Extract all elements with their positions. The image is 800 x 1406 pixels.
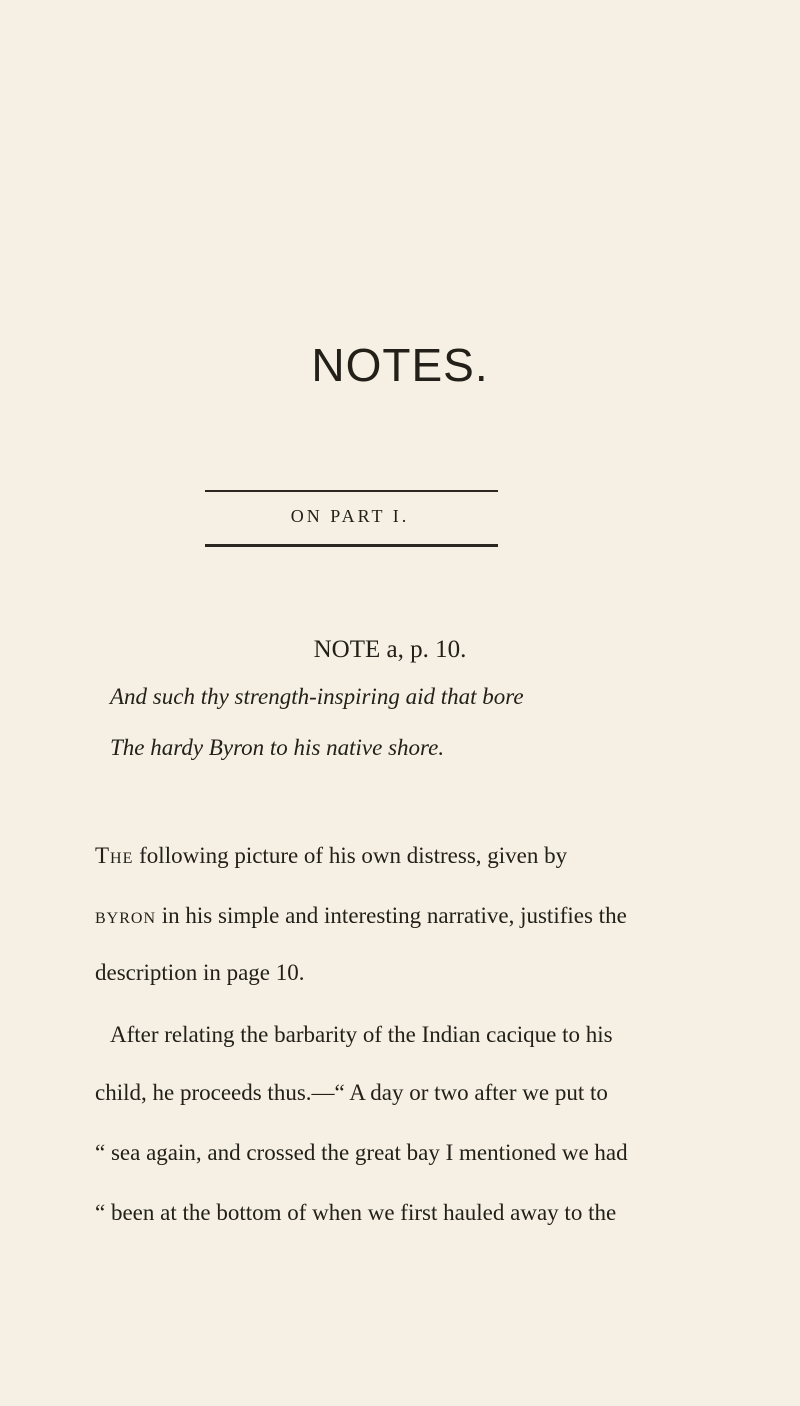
line-text: After relating the barbarity of the Indian cacique to his <box>110 1022 613 1047</box>
paragraph-line <box>95 1141 628 1164</box>
line-text: in his simple and interesting narrative, justifies the <box>156 903 627 928</box>
lead-word: byron <box>95 903 157 928</box>
section-subtitle: ON PART I. <box>290 506 410 526</box>
line-text: child, he proceeds thus.—“ A day or two after we put to <box>95 1080 608 1105</box>
line-text: following picture of his own distress, given by <box>133 843 568 868</box>
top-divider <box>205 490 498 492</box>
paragraph-line <box>95 904 627 927</box>
paragraph-line <box>95 1201 616 1224</box>
line-text: “ sea again, and crossed the great bay I mentioned we had <box>95 1140 628 1165</box>
paragraph-line <box>95 844 567 867</box>
line-text: “ been at the bottom of when we first hauled away to the <box>95 1200 617 1225</box>
paragraph-line <box>95 1081 608 1104</box>
verse-line: The hardy Byron to his native shore. <box>110 735 445 760</box>
page-title: NOTES. <box>311 339 489 391</box>
paragraph-line <box>95 961 305 984</box>
verse-line: And such thy strength-inspiring aid that bore <box>110 684 524 709</box>
paragraph-line <box>110 1023 613 1046</box>
note-heading: NOTE a, p. 10. <box>313 636 467 663</box>
lead-word: The <box>95 843 134 868</box>
line-text: description in page 10. <box>95 960 305 985</box>
bottom-divider <box>205 544 498 547</box>
